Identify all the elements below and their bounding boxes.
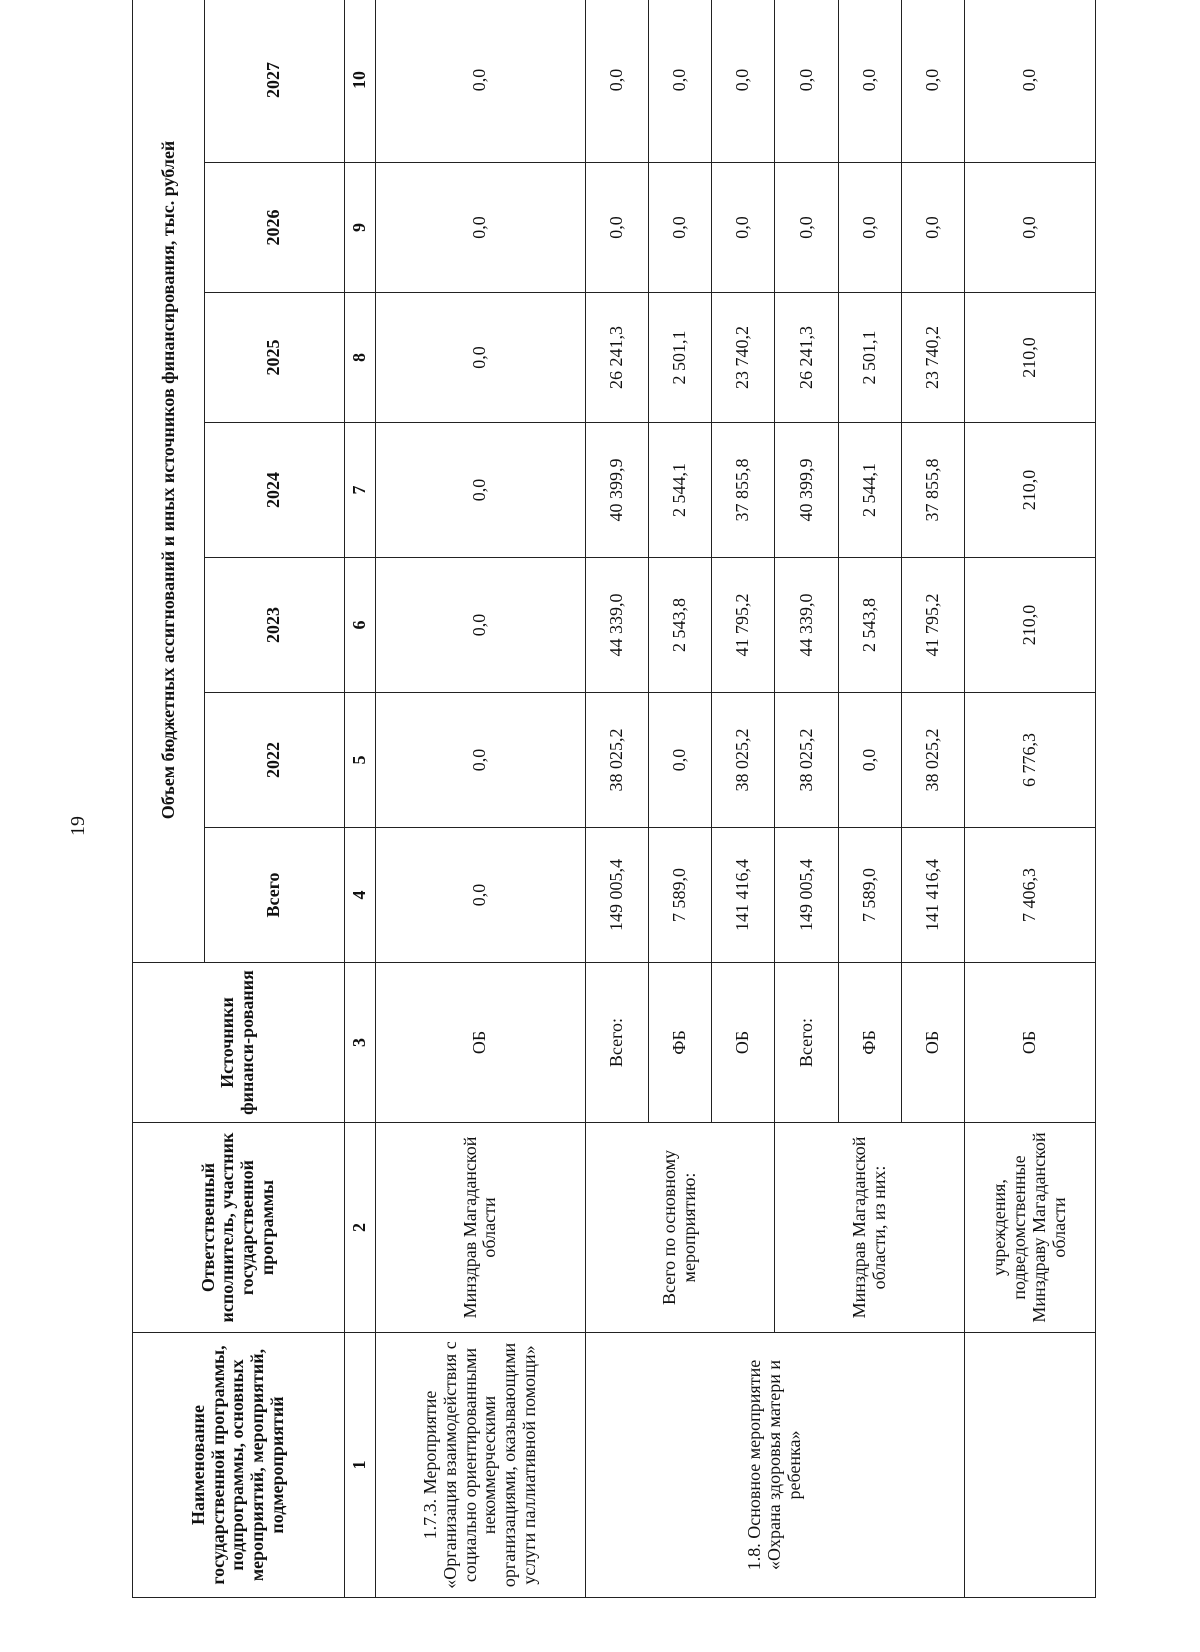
source-cell: ОБ xyxy=(376,963,585,1123)
source-cell: ФБ xyxy=(648,963,711,1123)
column-number: 6 xyxy=(344,558,376,693)
value-cell: 0,0 xyxy=(901,0,964,163)
value-cell: 0,0 xyxy=(648,163,711,293)
value-cell: 23 740,2 xyxy=(901,293,964,423)
header-source: Источники финанси-рования xyxy=(133,963,345,1123)
event-name-1-8: 1.8. Основное мероприятие «Охрана здоровья матери и ребенка» xyxy=(585,1333,965,1598)
value-cell: 210,0 xyxy=(965,423,1096,558)
value-cell: 141 416,4 xyxy=(712,828,775,963)
value-cell: 7 406,3 xyxy=(965,828,1096,963)
header-year: 2022 xyxy=(204,693,344,828)
value-cell: 0,0 xyxy=(965,163,1096,293)
column-number: 5 xyxy=(344,693,376,828)
source-cell: ФБ xyxy=(838,963,901,1123)
value-cell: 0,0 xyxy=(712,163,775,293)
value-cell: 0,0 xyxy=(965,0,1096,163)
column-number-row xyxy=(344,0,376,1598)
header-total: Всего xyxy=(204,828,344,963)
value-cell: 149 005,4 xyxy=(775,828,838,963)
source-cell: Всего: xyxy=(585,963,648,1123)
value-cell: 26 241,3 xyxy=(775,293,838,423)
value-cell: 38 025,2 xyxy=(901,693,964,828)
table-row xyxy=(376,0,585,1598)
value-cell: 26 241,3 xyxy=(585,293,648,423)
header-row-1 xyxy=(133,0,205,1598)
value-cell: 0,0 xyxy=(376,828,585,963)
source-cell: Всего: xyxy=(775,963,838,1123)
table-row xyxy=(585,0,648,1598)
executor-cell: Минздрав Магаданской области xyxy=(376,1123,585,1333)
value-cell: 0,0 xyxy=(775,163,838,293)
value-cell: 0,0 xyxy=(376,693,585,828)
value-cell: 37 855,8 xyxy=(901,423,964,558)
value-cell: 0,0 xyxy=(376,558,585,693)
executor-cell: учреждения, подведомственные Минздраву Магаданской области xyxy=(965,1123,1096,1333)
header-year: 2026 xyxy=(204,163,344,293)
value-cell: 0,0 xyxy=(901,163,964,293)
source-cell: ОБ xyxy=(965,963,1096,1123)
value-cell: 38 025,2 xyxy=(775,693,838,828)
header-year: 2023 xyxy=(204,558,344,693)
value-cell: 41 795,2 xyxy=(901,558,964,693)
value-cell: 6 776,3 xyxy=(965,693,1096,828)
value-cell: 2 544,1 xyxy=(838,423,901,558)
value-cell: 2 501,1 xyxy=(648,293,711,423)
value-cell: 2 544,1 xyxy=(648,423,711,558)
value-cell: 37 855,8 xyxy=(712,423,775,558)
header-name: Наименование государственной программы, подпрограммы, основных мероприятий, мероприятий, подмероприятий xyxy=(133,1333,345,1598)
event-name-1-8-continued xyxy=(965,1333,1096,1598)
value-cell: 44 339,0 xyxy=(775,558,838,693)
value-cell: 2 543,8 xyxy=(648,558,711,693)
source-cell: ОБ xyxy=(712,963,775,1123)
value-cell: 23 740,2 xyxy=(712,293,775,423)
value-cell: 0,0 xyxy=(376,293,585,423)
value-cell: 0,0 xyxy=(838,163,901,293)
event-name-1-7-3: 1.7.3. Мероприятие «Организация взаимодействия с социально ориентированными некоммерческими организациями, оказывающими услуги паллиативной помощи» xyxy=(376,1333,585,1598)
column-number: 3 xyxy=(344,963,376,1123)
value-cell: 41 795,2 xyxy=(712,558,775,693)
value-cell: 141 416,4 xyxy=(901,828,964,963)
value-cell: 0,0 xyxy=(648,0,711,163)
value-cell: 0,0 xyxy=(376,163,585,293)
executor-cell: Минздрав Магаданской области, из них: xyxy=(775,1123,965,1333)
value-cell: 0,0 xyxy=(376,0,585,163)
source-cell: ОБ xyxy=(901,963,964,1123)
page-number: 19 xyxy=(66,816,89,836)
funding-table xyxy=(132,0,1096,1598)
value-cell: 0,0 xyxy=(585,0,648,163)
executor-cell: Всего по основному мероприятию: xyxy=(585,1123,775,1333)
value-cell: 0,0 xyxy=(712,0,775,163)
value-cell: 44 339,0 xyxy=(585,558,648,693)
header-executor: Ответственный исполнитель, участник государственной программы xyxy=(133,1123,345,1333)
value-cell: 38 025,2 xyxy=(585,693,648,828)
value-cell: 40 399,9 xyxy=(775,423,838,558)
value-cell: 7 589,0 xyxy=(838,828,901,963)
column-number: 4 xyxy=(344,828,376,963)
column-number: 9 xyxy=(344,163,376,293)
value-cell: 0,0 xyxy=(585,163,648,293)
value-cell: 2 543,8 xyxy=(838,558,901,693)
table-row xyxy=(965,0,1096,1598)
header-funding: Объем бюджетных ассигнований и иных источников финансирования, тыс. рублей xyxy=(133,0,205,963)
value-cell: 0,0 xyxy=(775,0,838,163)
column-number: 1 xyxy=(344,1333,376,1598)
header-year: 2024 xyxy=(204,423,344,558)
value-cell: 210,0 xyxy=(965,558,1096,693)
column-number: 7 xyxy=(344,423,376,558)
value-cell: 7 589,0 xyxy=(648,828,711,963)
header-year: 2025 xyxy=(204,293,344,423)
rotated-page xyxy=(132,0,1092,1598)
value-cell: 0,0 xyxy=(838,693,901,828)
header-year: 2027 xyxy=(204,0,344,163)
value-cell: 2 501,1 xyxy=(838,293,901,423)
value-cell: 0,0 xyxy=(648,693,711,828)
value-cell: 0,0 xyxy=(838,0,901,163)
value-cell: 0,0 xyxy=(376,423,585,558)
column-number: 2 xyxy=(344,1123,376,1333)
value-cell: 149 005,4 xyxy=(585,828,648,963)
column-number: 10 xyxy=(344,0,376,163)
value-cell: 210,0 xyxy=(965,293,1096,423)
value-cell: 40 399,9 xyxy=(585,423,648,558)
column-number: 8 xyxy=(344,293,376,423)
value-cell: 38 025,2 xyxy=(712,693,775,828)
